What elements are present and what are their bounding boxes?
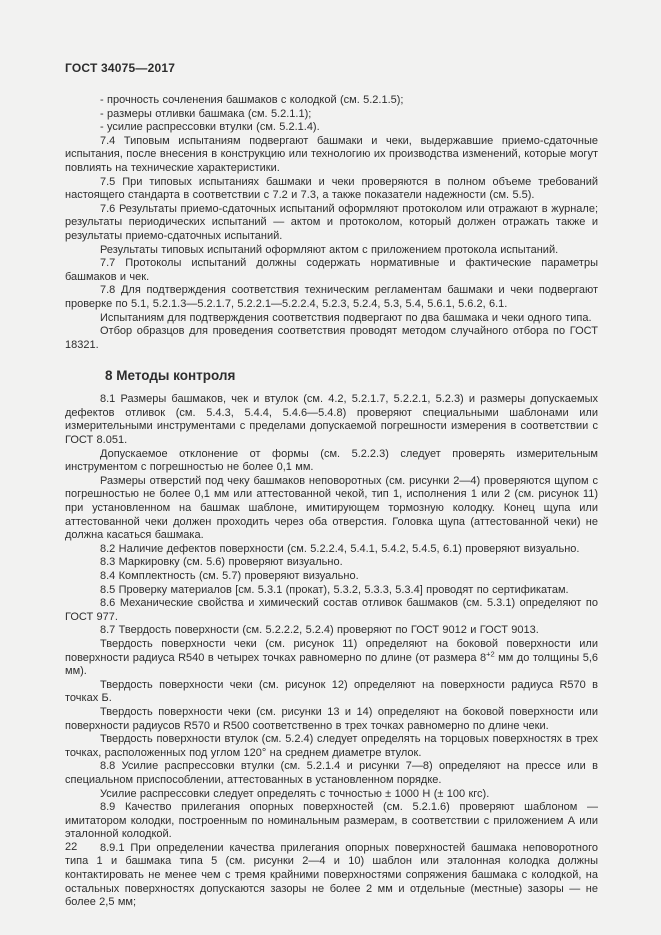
paragraph-8-4: 8.4 Комплектность (см. 5.7) проверяют визуально. (100, 570, 359, 582)
paragraph-7-6: 7.6 Результаты приемо-сдаточных испытаний оформляют протоколом или отражают в журнале; результаты периодических испытаний — актом и протоколом, который должен отражать также и результаты приемо-сдаточных испытаний. (65, 202, 598, 242)
section-8-heading: 8 Методы контроля (105, 368, 236, 384)
tolerance-superscript: +2 (486, 648, 495, 658)
doc-header: ГОСТ 34075—2017 (65, 61, 176, 75)
paragraph-8-3: 8.3 Маркировку (см. 5.6) проверяют визуально. (100, 556, 343, 569)
paragraph-8-5: 8.5 Проверку материалов [см. 5.3.1 (прокат), 5.3.2, 5.3.3, 5.3.4] проводят по сертификатам. (100, 583, 569, 596)
paragraph-8-7-hardness-fig13-14: Твердость поверхности чеки (см. рисунки 13 и 14) определяют на боковой поверхности или поверхности радиусов R570 и R500 соответственно в трех точках равномерно по длине чеки. (65, 705, 598, 732)
paragraph-7-6-note: Результаты типовых испытаний оформляют актом с приложением протокола испытаний. (100, 243, 559, 256)
page-content (65, 61, 598, 910)
paragraph-8-8-accuracy: Усилие распрессовки следует определять с точностью ± 1000 Н (± 100 кгс). (100, 787, 490, 800)
paragraph-8-1: 8.1 Размеры башмаков, чек и втулок (см. 4.2, 5.2.1.7, 5.2.2.1, 5.2.3) и размеры допускаемых дефектов отливок (см. 5.4.3, 5.4.4, 5.4.6—5.4.8) проверяют специальными шаблонами или измерительными инструментами с пределами допускаемой погрешности измерения в соответствии с ГОСТ 8.051. (65, 393, 598, 447)
hardness-fig11-text-end: мм до толщины 5,6 мм). (65, 651, 598, 678)
paragraph-8-8: 8.8 Усилие распрессовки втулки (см. 5.2.1.4 и рисунки 7—8) определяют на прессе или в специальном приспособлении, аттестованных в установленном порядке. (65, 760, 598, 786)
paragraph-7-8-sampling: Отбор образцов для проведения соответствия проводят методом случайного отбора по ГОСТ 18321. (65, 325, 598, 351)
hardness-fig11-text: Твердость поверхности чеки (см. рисунок 11) определяют на боковой поверхности или поверхности радиуса R540 в четырех точках равномерно по длине (от размера 8 (65, 637, 598, 664)
list-item-shoe-strength: - прочность сочленения башмаков с колодкой (см. 5.2.1.5); (100, 94, 404, 106)
paragraph-8-7-hardness-bushings: Твердость поверхности втулок (см. 5.2.4) следует определять на торцовых поверхностях в трех точках, расположенных под углом 120° на среднем диаметре втулок. (65, 733, 598, 759)
paragraph-8-1-deviation: Допускаемое отклонение от формы (см. 5.2.2.3) следует проверять измерительным инструментом с погрешностью не более 0,1 мм. (65, 447, 598, 474)
paragraph-8-9: 8.9 Качество прилегания опорных поверхностей (см. 5.2.1.6) проверяют шаблоном — имитатором колодки, построенным по номинальным размерам, в соответствии с приложением А или эталонной колодкой. (65, 801, 598, 841)
paragraph-8-7-hardness-fig11 (65, 638, 598, 679)
paragraph-7-5: 7.5 При типовых испытаниях башмаки и чеки проверяются в полном объеме требований настоящего стандарта в соответствии с 7.2 и 7.3, а также показатели надежности (см. 5.5). (65, 175, 598, 202)
paragraph-8-9-1: 8.9.1 При определении качества прилегания опорных поверхностей башмака неповоротного типа 1 и башмака типа 5 (см. рисунки 2—4 и 10) шаблон или эталонная колодка должны контактировать не менее чем с тремя крайними поверхностями сопряжения башмака с колодкой, на остальных поверхностях допускаются зазоры не более 2 мм и отдельные (местные) зазоры — не более 2,5 мм; (65, 841, 598, 909)
page-number: 22 (65, 841, 78, 853)
list-item-casting-dimensions: - размеры отливки башмака (см. 5.2.1.1); (100, 107, 312, 120)
paragraph-8-1-holes: Размеры отверстий под чеку башмаков неповоротных (см. рисунки 2—4) проверяются щупом с погрешностью не более 0,1 мм или аттестованной чекой, тип 1, исполнения 1 или 2 (см. рисунок 11) при установленном на башмак шаблоне, имитирующем тормозную колодку. Конец щупа или аттестованной чеки должен проходить через оба отверстия. Головка щупа (аттестованной чеки) не должна касаться башмака. (65, 474, 598, 542)
paragraph-8-7-hardness-fig12: Твердость поверхности чеки (см. рисунок 12) определяют на поверхности радиуса R570 в точках Б. (65, 678, 598, 705)
paragraph-7-8: 7.8 Для подтверждения соответствия техническим регламентам башмаки и чеки подвергают проверке по 5.1, 5.2.1.3—5.2.1.7, 5.2.2.1—5.2.2.4, 5.2.3, 5.2.4, 5.3, 5.4, 5.6.1, 5.6.2, 6.1. (65, 284, 598, 310)
paragraph-8-2: 8.2 Наличие дефектов поверхности (см. 5.2.2.4, 5.4.1, 5.4.2, 5.4.5, 6.1) проверяют визуально. (100, 542, 580, 555)
list-item-bushing-force: - усилие распрессовки втулки (см. 5.2.1.4). (100, 121, 320, 134)
paragraph-7-8-tests: Испытаниям для подтверждения соответствия подвергают по два башмака и чеки одного типа. (100, 311, 592, 324)
paragraph-8-6: 8.6 Механические свойства и химический состав отливок башмаков (см. 5.3.1) определяют по ГОСТ 977. (65, 597, 598, 623)
paragraph-7-4: 7.4 Типовым испытаниям подвергают башмаки и чеки, выдержавшие приемо-сдаточные испытания, после внесения в конструкцию или технологию их производства изменений, которые могут повлиять на технические характеристики. (65, 134, 598, 174)
paragraph-8-7: 8.7 Твердость поверхности (см. 5.2.2.2, 5.2.4) проверяют по ГОСТ 9012 и ГОСТ 9013. (100, 624, 539, 637)
paragraph-7-7: 7.7 Протоколы испытаний должны содержать нормативные и фактические параметры башмаков и чек. (65, 257, 598, 283)
